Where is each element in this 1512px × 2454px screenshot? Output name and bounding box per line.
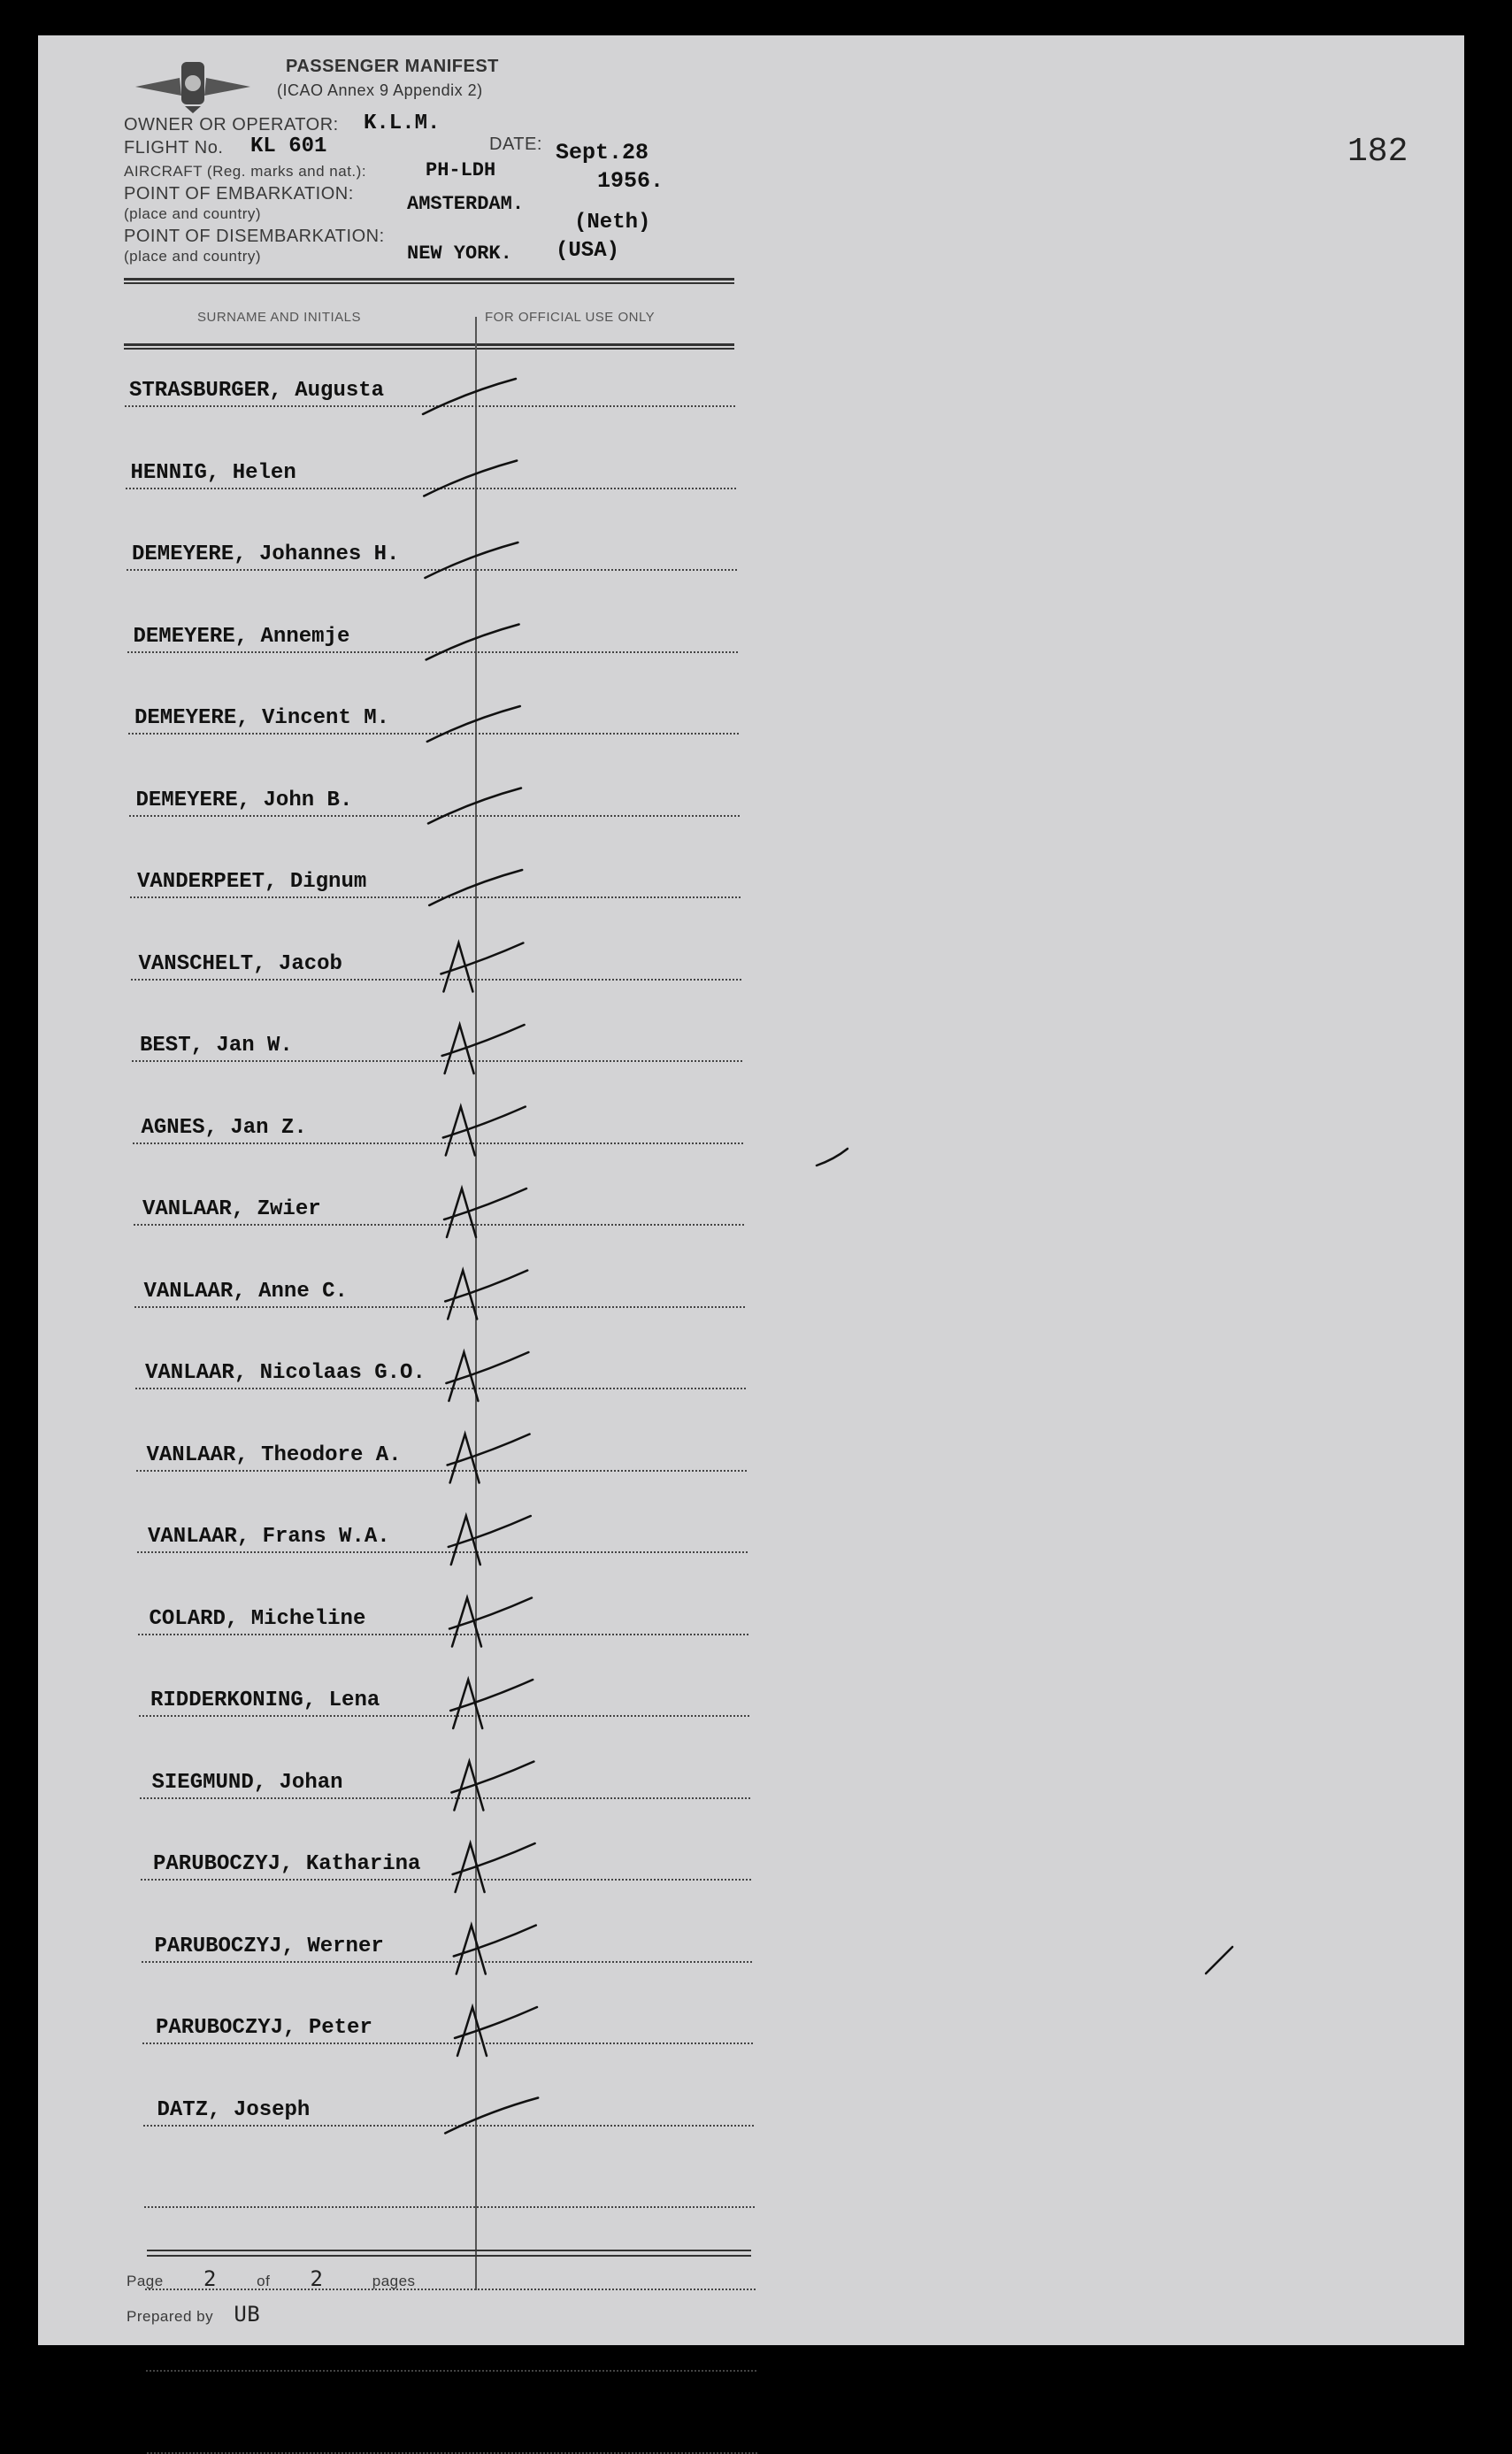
prepared-value: UB bbox=[234, 2302, 261, 2327]
passenger-name: STRASBURGER, Augusta bbox=[129, 379, 385, 403]
check-mark bbox=[425, 542, 518, 578]
date-value: Sept.28 bbox=[556, 140, 649, 165]
row-dotted-line bbox=[142, 1961, 752, 1963]
a-mark-stroke bbox=[443, 1107, 526, 1138]
embarkation-sub: (place and country) bbox=[124, 205, 262, 222]
row-dotted-line bbox=[130, 896, 741, 898]
a-mark bbox=[452, 1598, 481, 1647]
embarkation-label: POINT OF EMBARKATION: bbox=[124, 184, 354, 204]
row-dotted-line bbox=[147, 2452, 757, 2454]
manifest-title: PASSENGER MANIFEST bbox=[286, 57, 499, 76]
a-mark bbox=[447, 1189, 476, 1237]
row-dotted-line bbox=[135, 1388, 746, 1389]
passenger-name: AGNES, Jan Z. bbox=[141, 1115, 307, 1140]
row-dotted-line bbox=[140, 1797, 750, 1799]
of-value: 2 bbox=[310, 2266, 324, 2291]
row-dotted-line bbox=[132, 1060, 742, 1062]
header-rule-bottom bbox=[124, 343, 734, 346]
passenger-name: RIDDERKONING, Lena bbox=[150, 1689, 380, 1712]
row-dotted-line bbox=[142, 2042, 753, 2044]
column-header-surname: SURNAME AND INITIALS bbox=[197, 310, 362, 325]
a-mark bbox=[443, 943, 472, 992]
a-mark-stroke bbox=[445, 1271, 527, 1302]
a-mark-stroke bbox=[450, 1680, 533, 1711]
owner-label: OWNER OR OPERATOR: bbox=[124, 115, 339, 135]
a-mark bbox=[446, 1107, 475, 1156]
aircraft-value: PH-LDH bbox=[426, 159, 496, 181]
passenger-name: VANLAAR, Frans W.A. bbox=[148, 1525, 390, 1549]
disembarkation-value: NEW YORK. bbox=[407, 242, 512, 265]
flight-value: KL 601 bbox=[250, 135, 327, 158]
passenger-name: VANSCHELT, Jacob bbox=[138, 951, 342, 976]
row-dotted-line bbox=[143, 2125, 754, 2127]
a-mark-stroke bbox=[449, 1516, 531, 1547]
a-mark bbox=[457, 1926, 486, 1974]
passenger-name: BEST, Jan W. bbox=[140, 1034, 293, 1058]
passenger-name: DATZ, Joseph bbox=[157, 2097, 311, 2122]
passenger-name: PARUBOCZYJ, Peter bbox=[156, 2016, 372, 2040]
passenger-name: DEMEYERE, Annemje bbox=[133, 624, 350, 649]
passenger-name: VANDERPEET, Dignum bbox=[137, 870, 367, 894]
disembarkation-sub: (place and country) bbox=[124, 248, 262, 265]
a-mark bbox=[457, 2007, 487, 2056]
stray-mark bbox=[817, 1149, 848, 1165]
a-mark-stroke bbox=[444, 1189, 526, 1219]
row-dotted-line bbox=[133, 1142, 743, 1144]
header-rule-top-2 bbox=[124, 282, 734, 284]
passenger-name: VANLAAR, Anne C. bbox=[143, 1279, 348, 1304]
passenger-name: SIEGMUND, Johan bbox=[151, 1770, 343, 1795]
date-year: 1956. bbox=[597, 168, 664, 194]
airline-logo-icon bbox=[127, 53, 259, 115]
of-label: of bbox=[257, 2273, 271, 2289]
page-label: Page bbox=[127, 2273, 164, 2289]
row-dotted-line bbox=[137, 1551, 748, 1553]
pages-label: pages bbox=[372, 2273, 416, 2289]
owner-value: K.L.M. bbox=[364, 112, 441, 135]
disembarkation-label: POINT OF DISEMBARKATION: bbox=[124, 227, 385, 246]
check-mark bbox=[426, 625, 519, 660]
footer-page-line bbox=[127, 2266, 416, 2291]
page-number: 182 bbox=[1347, 133, 1408, 171]
stray-mark bbox=[1206, 1947, 1232, 1973]
embarkation-country: (Neth) bbox=[574, 211, 651, 235]
column-header-official: FOR OFFICIAL USE ONLY bbox=[485, 310, 656, 325]
row-dotted-line bbox=[131, 979, 741, 981]
prepared-label: Prepared by bbox=[127, 2308, 214, 2325]
check-mark bbox=[423, 379, 516, 414]
a-mark-stroke bbox=[451, 1762, 533, 1793]
row-dotted-line bbox=[127, 569, 737, 571]
a-mark bbox=[456, 1843, 485, 1892]
a-mark-stroke bbox=[448, 1435, 530, 1465]
passenger-name: VANLAAR, Nicolaas G.O. bbox=[145, 1361, 426, 1385]
row-dotted-line bbox=[134, 1306, 745, 1308]
a-mark bbox=[454, 1762, 483, 1811]
a-mark-stroke bbox=[453, 1843, 535, 1874]
header-rule-top bbox=[124, 278, 734, 281]
row-dotted-line bbox=[125, 405, 735, 407]
page-value: 2 bbox=[203, 2266, 217, 2291]
row-dotted-line bbox=[138, 1634, 748, 1635]
check-mark bbox=[427, 706, 520, 742]
footer-prepared-line bbox=[127, 2302, 260, 2327]
row-dotted-line bbox=[128, 733, 739, 735]
row-dotted-line bbox=[144, 2206, 755, 2208]
passenger-name: DEMEYERE, Vincent M. bbox=[134, 706, 390, 730]
column-divider bbox=[475, 317, 477, 2290]
passenger-name: DEMEYERE, Johannes H. bbox=[132, 542, 400, 566]
passenger-name: COLARD, Micheline bbox=[149, 1606, 366, 1631]
passenger-name: VANLAAR, Zwier bbox=[142, 1197, 321, 1221]
manifest-sheet bbox=[38, 35, 1464, 2345]
a-mark-stroke bbox=[442, 1025, 525, 1056]
a-mark bbox=[453, 1680, 482, 1728]
row-dotted-line bbox=[134, 1224, 744, 1226]
date-label: DATE: bbox=[489, 135, 542, 154]
disembarkation-country: (USA) bbox=[556, 239, 620, 263]
a-mark-stroke bbox=[454, 1926, 536, 1957]
footer-rule bbox=[147, 2250, 751, 2251]
a-mark-stroke bbox=[441, 943, 523, 974]
a-mark bbox=[445, 1025, 474, 1073]
passenger-name: PARUBOCZYJ, Werner bbox=[154, 1934, 384, 1958]
row-dotted-line bbox=[136, 1470, 747, 1472]
footer-rule-2 bbox=[147, 2255, 751, 2257]
a-mark-stroke bbox=[455, 2007, 537, 2038]
flight-label: FLIGHT No. bbox=[124, 138, 224, 158]
row-dotted-line bbox=[127, 651, 738, 653]
check-mark bbox=[424, 461, 517, 496]
aircraft-label: AIRCRAFT (Reg. marks and nat.): bbox=[124, 163, 367, 180]
a-mark-stroke bbox=[446, 1352, 528, 1383]
embarkation-value: AMSTERDAM. bbox=[407, 193, 525, 215]
passenger-name: HENNIG, Helen bbox=[130, 460, 296, 485]
passenger-name: PARUBOCZYJ, Katharina bbox=[153, 1852, 421, 1876]
passenger-name: DEMEYERE, John B. bbox=[135, 788, 353, 812]
row-dotted-line bbox=[126, 488, 736, 489]
passenger-name: VANLAAR, Theodore A. bbox=[146, 1442, 402, 1467]
a-mark bbox=[448, 1271, 477, 1319]
row-dotted-line bbox=[129, 815, 740, 817]
a-mark bbox=[449, 1352, 478, 1401]
header-rule-bottom-2 bbox=[124, 348, 734, 350]
manifest-subtitle: (ICAO Annex 9 Appendix 2) bbox=[277, 81, 483, 99]
check-mark bbox=[445, 2098, 538, 2134]
row-dotted-line bbox=[139, 1715, 749, 1717]
a-mark-stroke bbox=[449, 1598, 532, 1629]
row-dotted-line bbox=[141, 1879, 751, 1881]
row-dotted-line bbox=[146, 2370, 756, 2372]
